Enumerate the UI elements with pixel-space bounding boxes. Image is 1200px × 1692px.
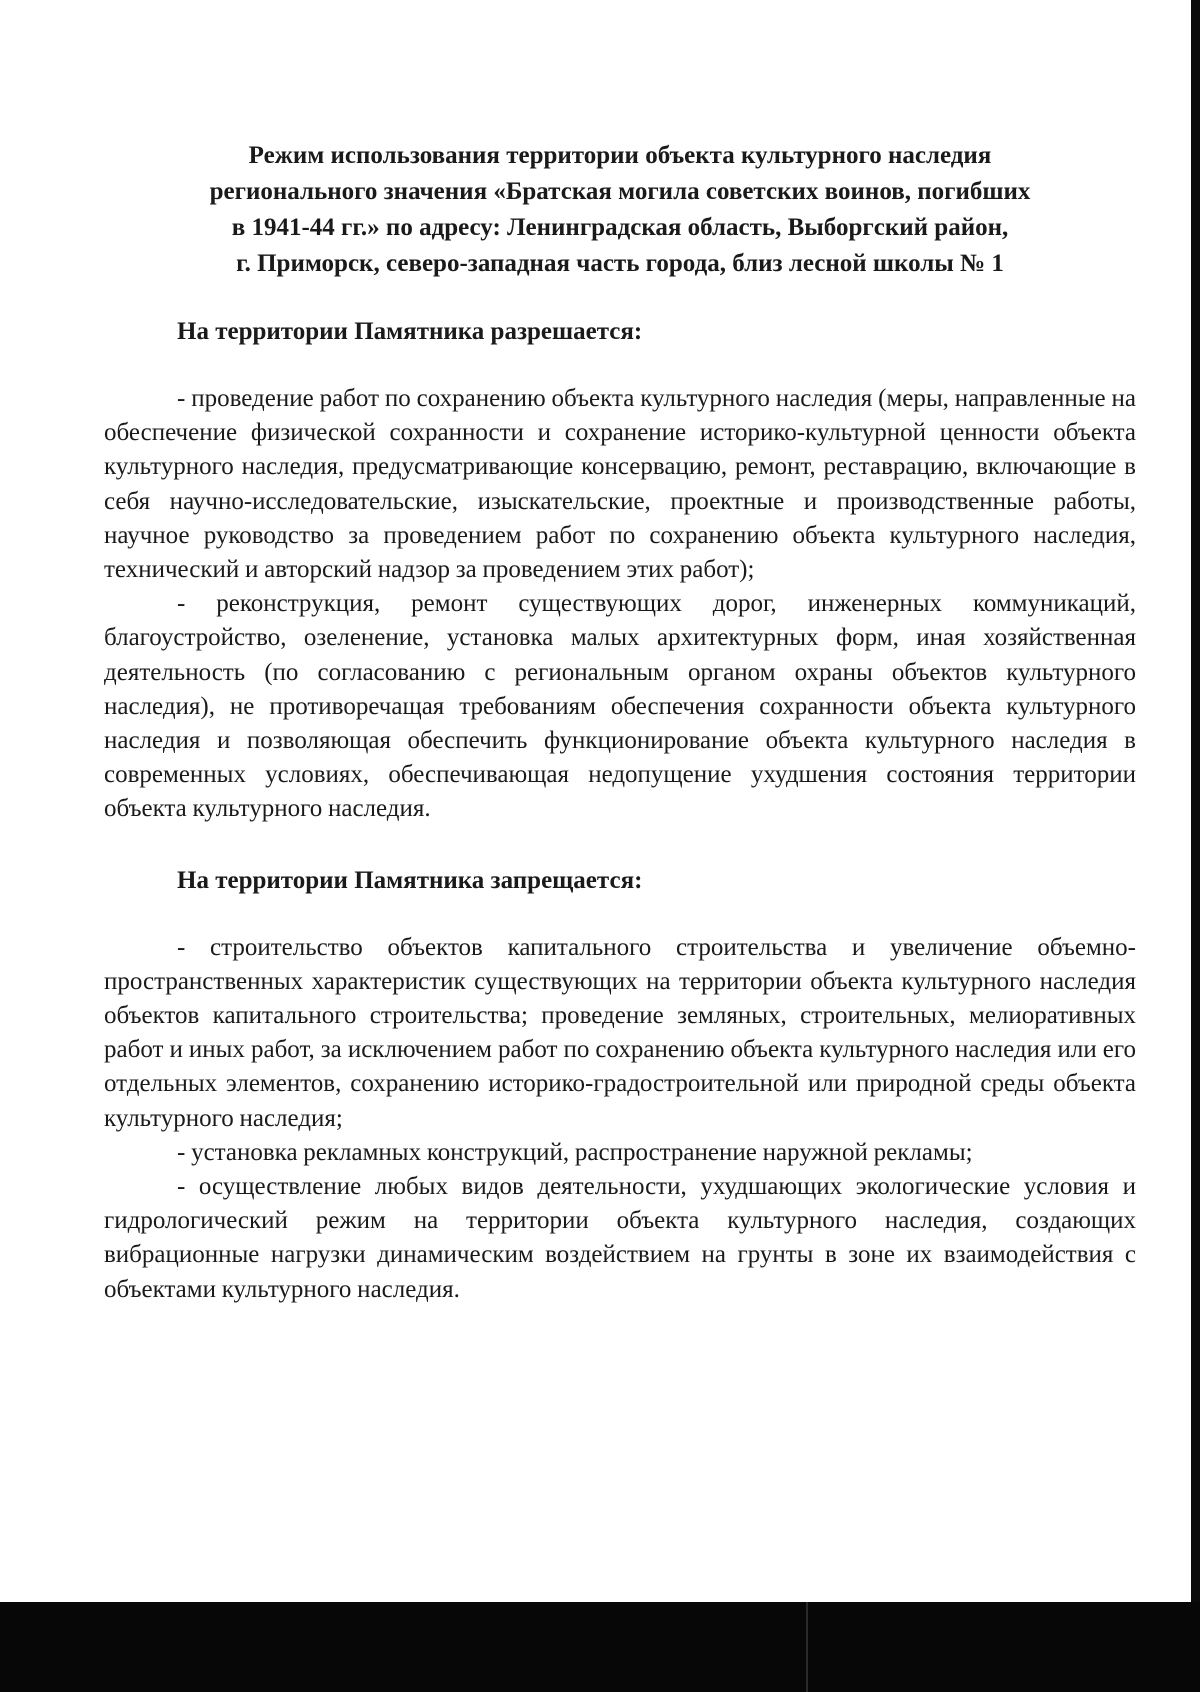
prohibited-heading: На территории Памятника запрещается: xyxy=(177,866,643,894)
title-line: Режим использования территории объекта культурного наследия xyxy=(248,142,992,169)
scan-edge-bottom xyxy=(0,1602,1200,1692)
scan-edge-right xyxy=(1191,0,1200,1692)
title-line: регионального значения «Братская могила советских воинов, погибших xyxy=(209,178,1031,205)
prohibited-list xyxy=(104,931,1136,1307)
allowed-item: - реконструкция, ремонт существующих дорог, инженерных коммуникаций, благоустройство, озеленение, установка малых архитектурных форм, иная хозяйственная деятельность (по согласованию с региональным органом охраны объектов культурного наследия), не противоречащая требованиям обеспечения сохранности объекта культурного наследия и позволяющая обеспечить функционирование объекта культурного наследия в современных условиях, обеспечивающая недопущение ухудшения состояния территории объекта культурного наследия. xyxy=(104,590,1136,823)
document-title xyxy=(104,138,1136,282)
prohibited-item: - строительство объектов капитального строительства и увеличение объемно-пространственных характеристик существующих на территории объекта культурного наследия объектов капитального строительства; проведение земляных, строительных, мелиоративных работ и иных работ, за исключением работ по сохранению объекта культурного наследия или его отдельных элементов, сохранению историко-градостроительной или природной среды объекта культурного наследия; xyxy=(104,933,1136,1132)
prohibited-item: - осуществление любых видов деятельности, ухудшающих экологические условия и гидрологический режим на территории объекта культурного наследия, создающих вибрационные нагрузки динамическим воздействием на грунты в зоне их взаимодействия с объектами культурного наследия. xyxy=(104,1173,1136,1303)
allowed-list xyxy=(104,382,1136,827)
allowed-item: - проведение работ по сохранению объекта культурного наследия (меры, направленные на обеспечение физической сохранности и сохранение историко-культурной ценности объекта культурного наследия, предусматривающие консервацию, ремонт, реставрацию, включающие в себя научно-исследовательские, изыскательские, проектные и производственные работы, научное руководство за проведением работ по сохранению объекта культурного наследия, технический и авторский надзор за проведением этих работ); xyxy=(104,385,1136,584)
document-body xyxy=(104,138,1136,1307)
prohibited-item: - установка рекламных конструкций, распространение наружной рекламы; xyxy=(177,1138,973,1166)
title-line: г. Приморск, северо-западная часть города, близ лесной школы № 1 xyxy=(236,250,1004,277)
scan-seam xyxy=(806,1602,808,1692)
title-line: в 1941-44 гг.» по адресу: Ленинградская область, Выборгский район, xyxy=(231,214,1009,241)
allowed-heading: На территории Памятника разрешается: xyxy=(177,318,643,345)
